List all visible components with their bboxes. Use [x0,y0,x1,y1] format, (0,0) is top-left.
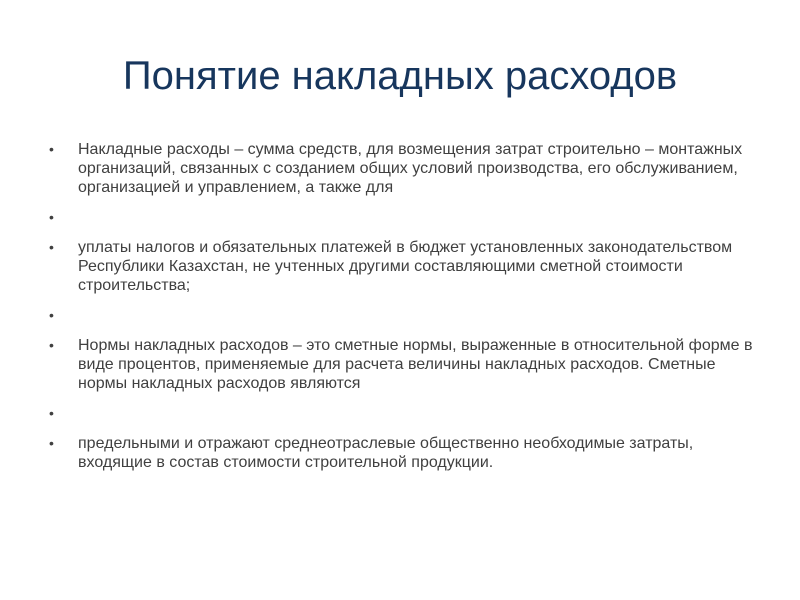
bullet-item [48,306,758,325]
bullet-dot-icon: • [49,405,54,421]
bullet-item [48,238,758,295]
bullet-text: Нормы накладных расходов – это сметные нормы, выраженные в относительной форме в виде процентов, применяемые для расчета величины накладных расходов. Сметные нормы накладных расходов являются [78,337,753,392]
bullet-list [48,140,758,483]
bullet-dot-icon: • [49,307,54,323]
bullet-text: уплаты налогов и обязательных платежей в бюджет установленных законодательством Республики Казахстан, не учтенных другими составляющими сметной стоимости строительства; [78,239,733,294]
slide-title: Понятие накладных расходов [122,54,678,98]
bullet-item [48,140,758,197]
bullet-text: Накладные расходы – сумма средств, для возмещения затрат строительно – монтажных организаций, связанных с созданием общих условий производства, его обслуживанием, организацией и управлением, а также для [78,141,743,196]
bullet-dot-icon: • [49,141,54,157]
bullet-item [48,404,758,423]
bullet-text: предельными и отражают среднеотраслевые общественно необходимые затраты, входящие в состав стоимости строительной продукции. [78,435,694,471]
bullet-dot-icon: • [49,435,54,451]
bullet-dot-icon: • [49,239,54,255]
bullet-item [48,434,758,472]
bullet-dot-icon: • [49,337,54,353]
bullet-dot-icon: • [49,209,54,225]
bullet-item [48,208,758,227]
bullet-item [48,336,758,393]
